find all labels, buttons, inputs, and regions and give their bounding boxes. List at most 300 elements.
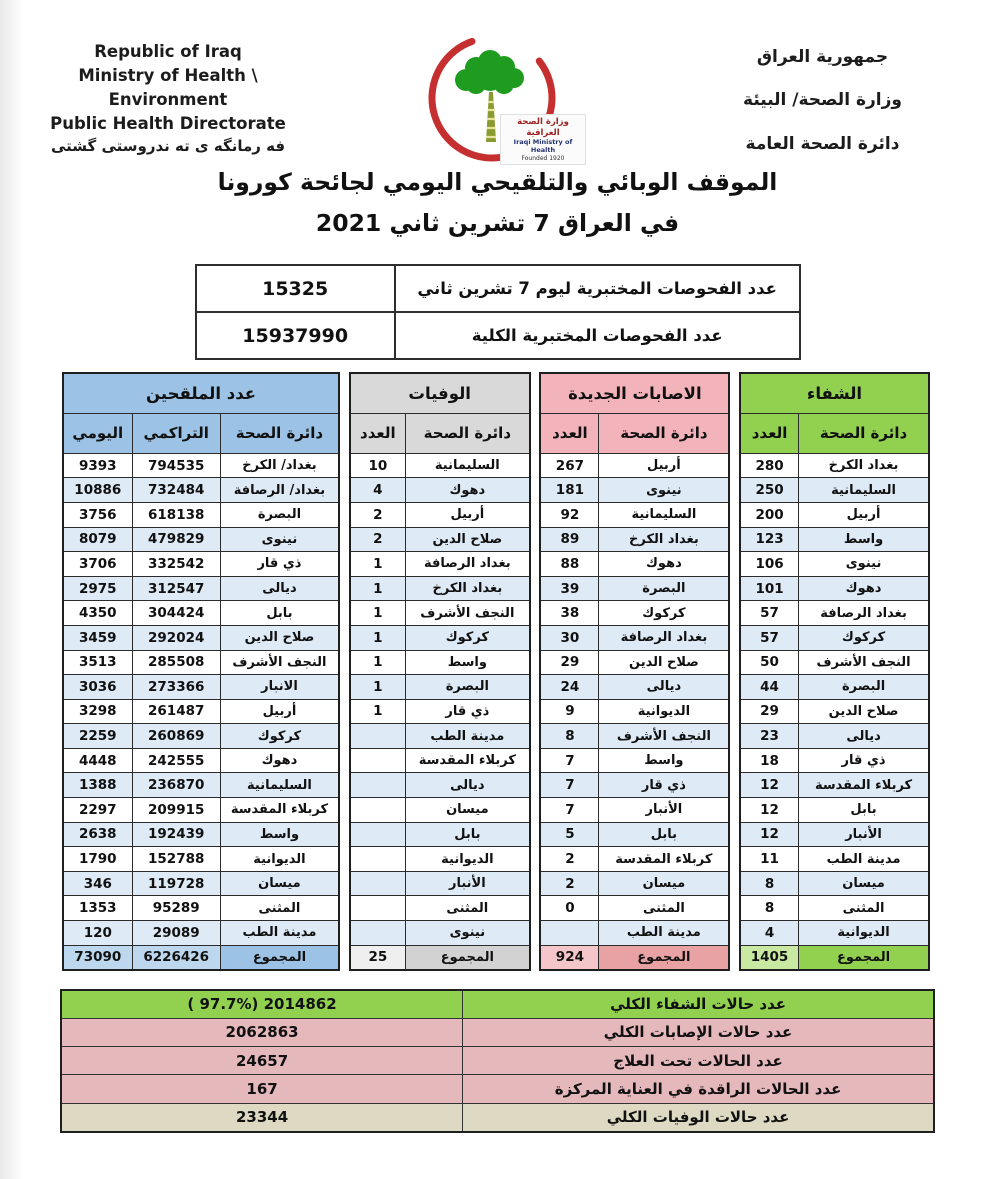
- directorate-cell: ذي قار: [799, 748, 929, 773]
- value-cell: 95289: [132, 896, 220, 921]
- value-cell: 332542: [132, 552, 220, 577]
- value-cell: 88: [540, 552, 599, 577]
- value-cell: 1: [350, 576, 406, 601]
- value-cell: 10: [350, 453, 406, 478]
- letterhead-line: وزارة الصحة/ البيئة: [743, 90, 902, 111]
- value-cell: 38: [540, 601, 599, 626]
- value-cell: 3706: [63, 552, 132, 577]
- value-cell: 11: [740, 847, 799, 872]
- directorate-cell: الأنبار: [799, 822, 929, 847]
- table-row: [63, 773, 339, 798]
- directorate-cell: بابل: [599, 822, 729, 847]
- value-cell: 236870: [132, 773, 220, 798]
- letterhead-line: Public Health Directorate: [50, 113, 286, 133]
- value-cell: 6226426: [132, 945, 220, 970]
- table-row: [540, 527, 729, 552]
- value-cell: 273366: [132, 675, 220, 700]
- directorate-cell: ديالى: [599, 675, 729, 700]
- directorate-cell: كركوك: [406, 625, 530, 650]
- table-row: [63, 822, 339, 847]
- total-row: [63, 945, 339, 970]
- table-row: [63, 478, 339, 503]
- directorate-cell: المثنى: [799, 896, 929, 921]
- table-row: [63, 871, 339, 896]
- summary-row: [61, 990, 934, 1018]
- new-cases-table: [539, 372, 730, 970]
- value-cell: 794535: [132, 453, 220, 478]
- table-row: [740, 871, 929, 896]
- value-cell: 192439: [132, 822, 220, 847]
- table-row: [63, 552, 339, 577]
- directorate-cell: كربلاء المقدسة: [799, 773, 929, 798]
- letterhead: [0, 0, 995, 162]
- value-cell: 44: [740, 675, 799, 700]
- directorate-cell: ذي قار: [406, 699, 530, 724]
- table-row: [740, 724, 929, 749]
- directorate-cell: بغداد/ الكرخ: [220, 453, 339, 478]
- table-row: [740, 822, 929, 847]
- value-cell: 312547: [132, 576, 220, 601]
- value-cell: 8: [540, 724, 599, 749]
- directorate-cell: واسط: [220, 822, 339, 847]
- letterhead-line: جمهورية العراق: [756, 47, 889, 67]
- total-row: [350, 945, 530, 970]
- directorate-cell: النجف الأشرف: [220, 650, 339, 675]
- column-header: العدد: [350, 413, 406, 453]
- table-row: [350, 847, 530, 872]
- value-cell: 29089: [132, 921, 220, 946]
- table-row: [63, 453, 339, 478]
- directorate-cell: السليمانية: [599, 502, 729, 527]
- value-cell: 7: [540, 798, 599, 823]
- table-row: [196, 265, 800, 312]
- value-cell: 250: [740, 478, 799, 503]
- value-cell: 119728: [132, 871, 220, 896]
- directorate-cell: نينوى: [406, 921, 530, 946]
- table-row: [63, 748, 339, 773]
- table-row: [63, 576, 339, 601]
- table-row: [63, 896, 339, 921]
- table-row: [540, 921, 729, 946]
- total-tests-value: 15937990: [196, 312, 395, 359]
- table-row: [740, 502, 929, 527]
- table-row: [540, 625, 729, 650]
- value-cell: 2975: [63, 576, 132, 601]
- directorate-cell: واسط: [799, 527, 929, 552]
- directorate-cell: بابل: [799, 798, 929, 823]
- table-row: [350, 724, 530, 749]
- new-cases-table-title: الاصابات الجديدة: [540, 373, 729, 413]
- directorate-cell: الديوانية: [406, 847, 530, 872]
- summary-label: عدد حالات الإصابات الكلي: [463, 1018, 934, 1046]
- directorate-cell: مدينة الطب: [406, 724, 530, 749]
- table-row: [63, 724, 339, 749]
- letterhead-line: Republic of Iraq: [94, 42, 242, 61]
- directorate-cell: الديوانية: [220, 847, 339, 872]
- value-cell: 7: [540, 773, 599, 798]
- value-cell: [350, 921, 406, 946]
- table-row: [350, 921, 530, 946]
- value-cell: 924: [540, 945, 599, 970]
- value-cell: 12: [740, 773, 799, 798]
- table-row: [350, 773, 530, 798]
- value-cell: 5: [540, 822, 599, 847]
- table-row: [540, 896, 729, 921]
- directorate-cell: الديوانية: [599, 699, 729, 724]
- value-cell: 3036: [63, 675, 132, 700]
- value-cell: 1: [350, 625, 406, 650]
- totals-summary-table: [60, 989, 935, 1133]
- table-row: [540, 502, 729, 527]
- daily-tests-value: 15325: [196, 265, 395, 312]
- value-cell: 1: [350, 552, 406, 577]
- table-row: [63, 921, 339, 946]
- table-row: [540, 675, 729, 700]
- table-row: [740, 453, 929, 478]
- column-header: دائرة الصحة: [406, 413, 530, 453]
- table-row: [740, 773, 929, 798]
- directorate-cell: المثنى: [220, 896, 339, 921]
- table-row: [540, 748, 729, 773]
- directorate-cell: ميسان: [406, 798, 530, 823]
- value-cell: 1790: [63, 847, 132, 872]
- directorate-cell: ميسان: [599, 871, 729, 896]
- value-cell: [350, 748, 406, 773]
- value-cell: 12: [740, 822, 799, 847]
- directorate-cell: نينوى: [599, 478, 729, 503]
- directorate-cell: أربيل: [599, 453, 729, 478]
- table-row: [740, 699, 929, 724]
- directorate-cell: دهوك: [599, 552, 729, 577]
- value-cell: 30: [540, 625, 599, 650]
- total-row: [740, 945, 929, 970]
- directorate-cell: دهوك: [220, 748, 339, 773]
- directorate-cell: واسط: [599, 748, 729, 773]
- value-cell: 18: [740, 748, 799, 773]
- table-row: [350, 601, 530, 626]
- summary-value: 24657: [61, 1047, 463, 1075]
- directorate-cell: مدينة الطب: [220, 921, 339, 946]
- directorate-cell: الأنبار: [599, 798, 729, 823]
- directorate-cell: ديالى: [220, 576, 339, 601]
- summary-label: عدد حالات الوفيات الكلي: [463, 1103, 934, 1131]
- table-row: [350, 625, 530, 650]
- value-cell: 50: [740, 650, 799, 675]
- column-header: العدد: [540, 413, 599, 453]
- value-cell: [350, 822, 406, 847]
- recovery-table-title: الشفاء: [740, 373, 929, 413]
- value-cell: 4: [740, 921, 799, 946]
- value-cell: 209915: [132, 798, 220, 823]
- value-cell: 3459: [63, 625, 132, 650]
- letterhead-arabic: [680, 22, 965, 166]
- value-cell: 4350: [63, 601, 132, 626]
- table-row: [63, 798, 339, 823]
- table-row: [540, 699, 729, 724]
- value-cell: 200: [740, 502, 799, 527]
- directorate-cell: البصرة: [406, 675, 530, 700]
- directorate-cell: ديالى: [406, 773, 530, 798]
- value-cell: 732484: [132, 478, 220, 503]
- directorate-cell: بغداد الكرخ: [406, 576, 530, 601]
- value-cell: 346: [63, 871, 132, 896]
- directorate-cell: الأنبار: [406, 871, 530, 896]
- directorate-cell: مدينة الطب: [799, 847, 929, 872]
- table-row: [63, 699, 339, 724]
- table-row: [540, 798, 729, 823]
- directorate-cell: المجموع: [799, 945, 929, 970]
- value-cell: 101: [740, 576, 799, 601]
- table-row: [350, 478, 530, 503]
- value-cell: 0: [540, 896, 599, 921]
- table-row: [540, 650, 729, 675]
- column-header: دائرة الصحة: [599, 413, 729, 453]
- table-row: [540, 601, 729, 626]
- value-cell: 1: [350, 601, 406, 626]
- directorate-cell: بغداد/ الرصافة: [220, 478, 339, 503]
- column-header: دائرة الصحة: [220, 413, 339, 453]
- deaths-table-title: الوفيات: [350, 373, 530, 413]
- table-row: [63, 527, 339, 552]
- value-cell: 3513: [63, 650, 132, 675]
- directorate-cell: المجموع: [406, 945, 530, 970]
- summary-row: [61, 1018, 934, 1046]
- value-cell: 479829: [132, 527, 220, 552]
- directorate-cell: النجف الأشرف: [406, 601, 530, 626]
- table-row: [740, 798, 929, 823]
- column-header: العدد: [740, 413, 799, 453]
- summary-label: عدد حالات الشفاء الكلي: [463, 990, 934, 1018]
- table-row: [350, 699, 530, 724]
- letterhead-line: دائرة الصحة العامة: [745, 133, 900, 154]
- value-cell: 25: [350, 945, 406, 970]
- directorate-cell: السليمانية: [406, 453, 530, 478]
- letterhead-english: [18, 22, 318, 157]
- value-cell: 1353: [63, 896, 132, 921]
- page-title: [0, 162, 995, 244]
- value-cell: 9393: [63, 453, 132, 478]
- table-row: [350, 576, 530, 601]
- table-row: [350, 896, 530, 921]
- table-row: [740, 896, 929, 921]
- table-row: [540, 552, 729, 577]
- directorate-cell: النجف الأشرف: [799, 650, 929, 675]
- value-cell: 8: [740, 871, 799, 896]
- value-cell: 29: [740, 699, 799, 724]
- directorate-cell: المجموع: [599, 945, 729, 970]
- table-row: [63, 847, 339, 872]
- summary-value: 23344: [61, 1103, 463, 1131]
- table-row: [540, 576, 729, 601]
- table-row: [740, 601, 929, 626]
- summary-label: عدد الحالات الراقدة في العناية المركزة: [463, 1075, 934, 1103]
- directorate-cell: البصرة: [220, 502, 339, 527]
- value-cell: 29: [540, 650, 599, 675]
- directorate-cell: المثنى: [406, 896, 530, 921]
- table-row: [350, 552, 530, 577]
- directorate-cell: البصرة: [599, 576, 729, 601]
- directorate-cell: نينوى: [220, 527, 339, 552]
- directorate-cell: ديالى: [799, 724, 929, 749]
- value-cell: 1388: [63, 773, 132, 798]
- summary-label: عدد الحالات تحت العلاج: [463, 1047, 934, 1075]
- value-cell: 57: [740, 601, 799, 626]
- value-cell: 24: [540, 675, 599, 700]
- value-cell: [350, 847, 406, 872]
- value-cell: 618138: [132, 502, 220, 527]
- directorate-cell: كربلاء المقدسة: [220, 798, 339, 823]
- column-header: اليومي: [63, 413, 132, 453]
- ministry-logo: [404, 22, 594, 172]
- directorate-cell: مدينة الطب: [599, 921, 729, 946]
- value-cell: 89: [540, 527, 599, 552]
- value-cell: [540, 921, 599, 946]
- value-cell: [350, 773, 406, 798]
- directorate-cell: بغداد الرصافة: [599, 625, 729, 650]
- letterhead-kurdish-line: فه رمانگه ی ته ندروستی گشتی: [50, 136, 286, 155]
- table-row: [350, 822, 530, 847]
- value-cell: 285508: [132, 650, 220, 675]
- directorate-cell: صلاح الدين: [799, 699, 929, 724]
- directorate-cell: السليمانية: [220, 773, 339, 798]
- table-row: [740, 675, 929, 700]
- recovery-table: [739, 372, 930, 970]
- value-cell: 2638: [63, 822, 132, 847]
- value-cell: 280: [740, 453, 799, 478]
- table-row: [540, 724, 729, 749]
- directorate-cell: السليمانية: [799, 478, 929, 503]
- value-cell: 7: [540, 748, 599, 773]
- directorate-cell: أربيل: [406, 502, 530, 527]
- value-cell: 4448: [63, 748, 132, 773]
- value-cell: 267: [540, 453, 599, 478]
- value-cell: 181: [540, 478, 599, 503]
- directorate-cell: المجموع: [220, 945, 339, 970]
- table-row: [196, 312, 800, 359]
- value-cell: 2297: [63, 798, 132, 823]
- total-tests-label: عدد الفحوصات المختبرية الكلية: [395, 312, 800, 359]
- value-cell: 1405: [740, 945, 799, 970]
- column-header: التراكمي: [132, 413, 220, 453]
- value-cell: 261487: [132, 699, 220, 724]
- table-row: [740, 748, 929, 773]
- table-row: [350, 748, 530, 773]
- directorate-cell: كركوك: [599, 601, 729, 626]
- value-cell: [350, 724, 406, 749]
- value-cell: [350, 871, 406, 896]
- value-cell: 92: [540, 502, 599, 527]
- table-row: [740, 527, 929, 552]
- summary-value: ( 97.7%) 2014862: [61, 990, 463, 1018]
- logo-label-founded: Founded 1920: [521, 154, 565, 162]
- page-title-line2: في العراق 7 تشرين ثاني 2021: [315, 209, 680, 238]
- summary-row: [61, 1047, 934, 1075]
- directorate-cell: ميسان: [220, 871, 339, 896]
- table-row: [350, 650, 530, 675]
- table-row: [63, 650, 339, 675]
- table-row: [540, 822, 729, 847]
- value-cell: [350, 798, 406, 823]
- table-row: [740, 921, 929, 946]
- table-row: [350, 502, 530, 527]
- table-row: [540, 453, 729, 478]
- directorate-cell: كربلاء المقدسة: [406, 748, 530, 773]
- table-row: [540, 478, 729, 503]
- value-cell: 3756: [63, 502, 132, 527]
- value-cell: 120: [63, 921, 132, 946]
- value-cell: 2: [540, 871, 599, 896]
- directorate-cell: نينوى: [799, 552, 929, 577]
- directorate-cell: صلاح الدين: [220, 625, 339, 650]
- lab-tests-table: [195, 264, 801, 360]
- table-row: [63, 675, 339, 700]
- summary-row: [61, 1103, 934, 1131]
- table-row: [63, 625, 339, 650]
- directorate-cell: أربيل: [799, 502, 929, 527]
- directorate-cell: بغداد الكرخ: [599, 527, 729, 552]
- value-cell: 1: [350, 675, 406, 700]
- value-cell: 2259: [63, 724, 132, 749]
- table-row: [350, 453, 530, 478]
- table-row: [740, 625, 929, 650]
- daily-tests-label: عدد الفحوصات المختبرية ليوم 7 تشرين ثاني: [395, 265, 800, 312]
- directorate-cell: النجف الأشرف: [599, 724, 729, 749]
- table-row: [63, 502, 339, 527]
- value-cell: 292024: [132, 625, 220, 650]
- value-cell: 2: [540, 847, 599, 872]
- table-row: [740, 478, 929, 503]
- table-row: [350, 675, 530, 700]
- table-row: [540, 871, 729, 896]
- value-cell: 3298: [63, 699, 132, 724]
- value-cell: 8: [740, 896, 799, 921]
- value-cell: 12: [740, 798, 799, 823]
- value-cell: 73090: [63, 945, 132, 970]
- value-cell: 106: [740, 552, 799, 577]
- value-cell: 152788: [132, 847, 220, 872]
- directorate-cell: ذي قار: [220, 552, 339, 577]
- value-cell: 57: [740, 625, 799, 650]
- value-cell: 9: [540, 699, 599, 724]
- directorate-cell: صلاح الدين: [599, 650, 729, 675]
- directorate-cell: بابل: [406, 822, 530, 847]
- directorate-cell: بغداد الرصافة: [406, 552, 530, 577]
- table-row: [350, 871, 530, 896]
- value-cell: 242555: [132, 748, 220, 773]
- value-cell: 123: [740, 527, 799, 552]
- logo-label: [500, 114, 586, 165]
- logo-label-english: Iraqi Ministry of Health: [513, 138, 573, 155]
- value-cell: 1: [350, 699, 406, 724]
- table-row: [740, 552, 929, 577]
- table-row: [63, 601, 339, 626]
- table-row: [740, 576, 929, 601]
- table-row: [540, 847, 729, 872]
- table-row: [350, 798, 530, 823]
- value-cell: 10886: [63, 478, 132, 503]
- value-cell: 4: [350, 478, 406, 503]
- directorate-cell: البصرة: [799, 675, 929, 700]
- value-cell: 260869: [132, 724, 220, 749]
- directorate-cell: كركوك: [220, 724, 339, 749]
- letterhead-line: Ministry of Health \ Environment: [78, 65, 258, 109]
- directorate-cell: واسط: [406, 650, 530, 675]
- directorate-cell: ميسان: [799, 871, 929, 896]
- deaths-table: [349, 372, 531, 970]
- logo-label-arabic: وزارة الصحة العراقية: [517, 117, 569, 138]
- directorate-cell: دهوك: [406, 478, 530, 503]
- directorate-cell: بغداد الكرخ: [799, 453, 929, 478]
